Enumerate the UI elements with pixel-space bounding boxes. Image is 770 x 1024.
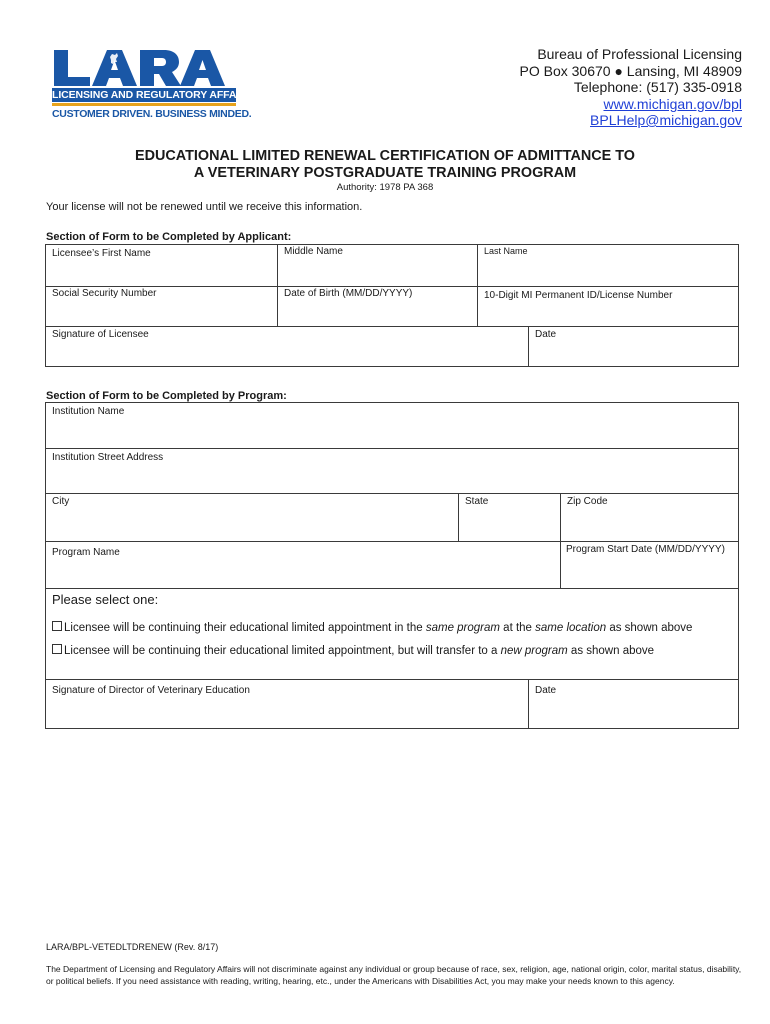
institution-address-field[interactable]: [46, 448, 738, 493]
option-same-program[interactable]: [52, 621, 692, 634]
institution-name-field[interactable]: [46, 403, 738, 448]
dob-label: Date of Birth (MM/DD/YYYY): [284, 288, 413, 299]
director-signature-label: Signature of Director of Veterinary Education: [52, 685, 250, 696]
program-name-label: Program Name: [52, 547, 120, 558]
program-name-field[interactable]: [46, 541, 560, 588]
program-table: [45, 402, 739, 729]
renewal-notice: Your license will not be renewed until we receive this information.: [46, 201, 363, 213]
city-field[interactable]: [46, 493, 458, 541]
contact-info: [520, 46, 743, 129]
logo-divider: [52, 103, 236, 106]
zip-field[interactable]: [561, 493, 738, 541]
director-date-label: Date: [535, 685, 557, 696]
middle-name-field[interactable]: [278, 243, 477, 284]
program-section-label: Section of Form to be Completed by Program:: [46, 390, 287, 402]
state-label: State: [465, 496, 489, 507]
last-name-label: Last Name: [484, 246, 528, 256]
form-title-line1: EDUCATIONAL LIMITED RENEWAL CERTIFICATION OF ADMITTANCE TO: [135, 148, 635, 164]
zip-label: Zip Code: [567, 496, 608, 507]
option2-text-a: Licensee will be continuing their educational limited appointment, but will transfer to a: [64, 645, 501, 657]
state-field[interactable]: [459, 493, 560, 541]
program-start-date-label: Program Start Date (MM/DD/YYYY): [566, 544, 725, 555]
mailing-address: PO Box 30670 ● Lansing, MI 48909: [519, 62, 742, 79]
last-name-field[interactable]: [478, 243, 738, 284]
first-name-label: Licensee’s First Name: [52, 248, 151, 259]
institution-address-label: Institution Street Address: [52, 452, 164, 463]
bureau-name: Bureau of Professional Licensing: [537, 46, 742, 62]
option-new-program[interactable]: [52, 644, 654, 657]
director-signature-field[interactable]: [46, 682, 528, 729]
licensee-signature-field[interactable]: [46, 326, 528, 367]
checkbox-icon[interactable]: [52, 621, 62, 631]
please-select-label: Please select one:: [52, 592, 159, 607]
authority-note: Authority: 1978 PA 368: [336, 182, 434, 193]
ssn-label: Social Security Number: [52, 288, 157, 299]
email-link[interactable]: BPLHelp@michigan.gov: [590, 112, 742, 128]
option2-text-b: new program: [500, 645, 568, 657]
option1-text-c: at the: [499, 622, 536, 634]
option1-text-a: Licensee will be continuing their educational limited appointment in the: [64, 622, 426, 634]
option1-text-e: as shown above: [606, 622, 693, 634]
applicant-section-label: Section of Form to be Completed by Applicant:: [46, 231, 292, 243]
form-id: LARA/BPL-VETEDLTDRENEW (Rev. 8/17): [46, 942, 219, 952]
lara-logo: [52, 48, 254, 122]
institution-name-label: Institution Name: [52, 406, 125, 417]
option2-text-c: as shown above: [567, 645, 655, 657]
option1-text-d: same location: [535, 622, 607, 634]
first-name-field[interactable]: [46, 245, 277, 286]
divider: [46, 679, 738, 680]
divider: [46, 588, 738, 589]
telephone: Telephone: (517) 335-0918: [573, 79, 742, 95]
licensee-date-field[interactable]: [529, 326, 738, 367]
logo-tagline-agency: LICENSING AND REGULATORY AFFAIRS: [52, 89, 254, 101]
city-label: City: [52, 496, 70, 507]
lara-wordmark-with-michigan-icon: [52, 48, 236, 88]
dob-field[interactable]: [278, 285, 477, 325]
program-start-date-field[interactable]: [561, 541, 738, 588]
checkbox-icon[interactable]: [52, 644, 62, 654]
website-link[interactable]: www.michigan.gov/bpl: [603, 95, 742, 112]
applicant-table: [45, 244, 739, 367]
nondiscrimination-notice: The Department of Licensing and Regulatory Affairs will not discriminate against any individual or group because of race, sex, religion, age, national origin, color, marital status, disability, or political beliefs. If you need assistance with reading, writing, hearing, etc., under the Americans with Disabilities Act, you may make your needs known to this agency.: [46, 964, 742, 986]
license-number-label: 10-Digit MI Permanent ID/License Number: [484, 290, 673, 301]
ssn-field[interactable]: [46, 285, 277, 325]
form-title: [0, 148, 770, 182]
license-number-field[interactable]: [478, 287, 738, 327]
option1-text-b: same program: [425, 622, 500, 634]
middle-name-label: Middle Name: [284, 246, 343, 257]
licensee-signature-label: Signature of Licensee: [52, 329, 149, 340]
licensee-date-label: Date: [535, 329, 557, 340]
logo-tagline-motto: CUSTOMER DRIVEN. BUSINESS MINDED.: [52, 108, 252, 120]
director-date-field[interactable]: [529, 682, 738, 729]
form-title-line2: A VETERINARY POSTGRADUATE TRAINING PROGRAM: [193, 165, 577, 181]
